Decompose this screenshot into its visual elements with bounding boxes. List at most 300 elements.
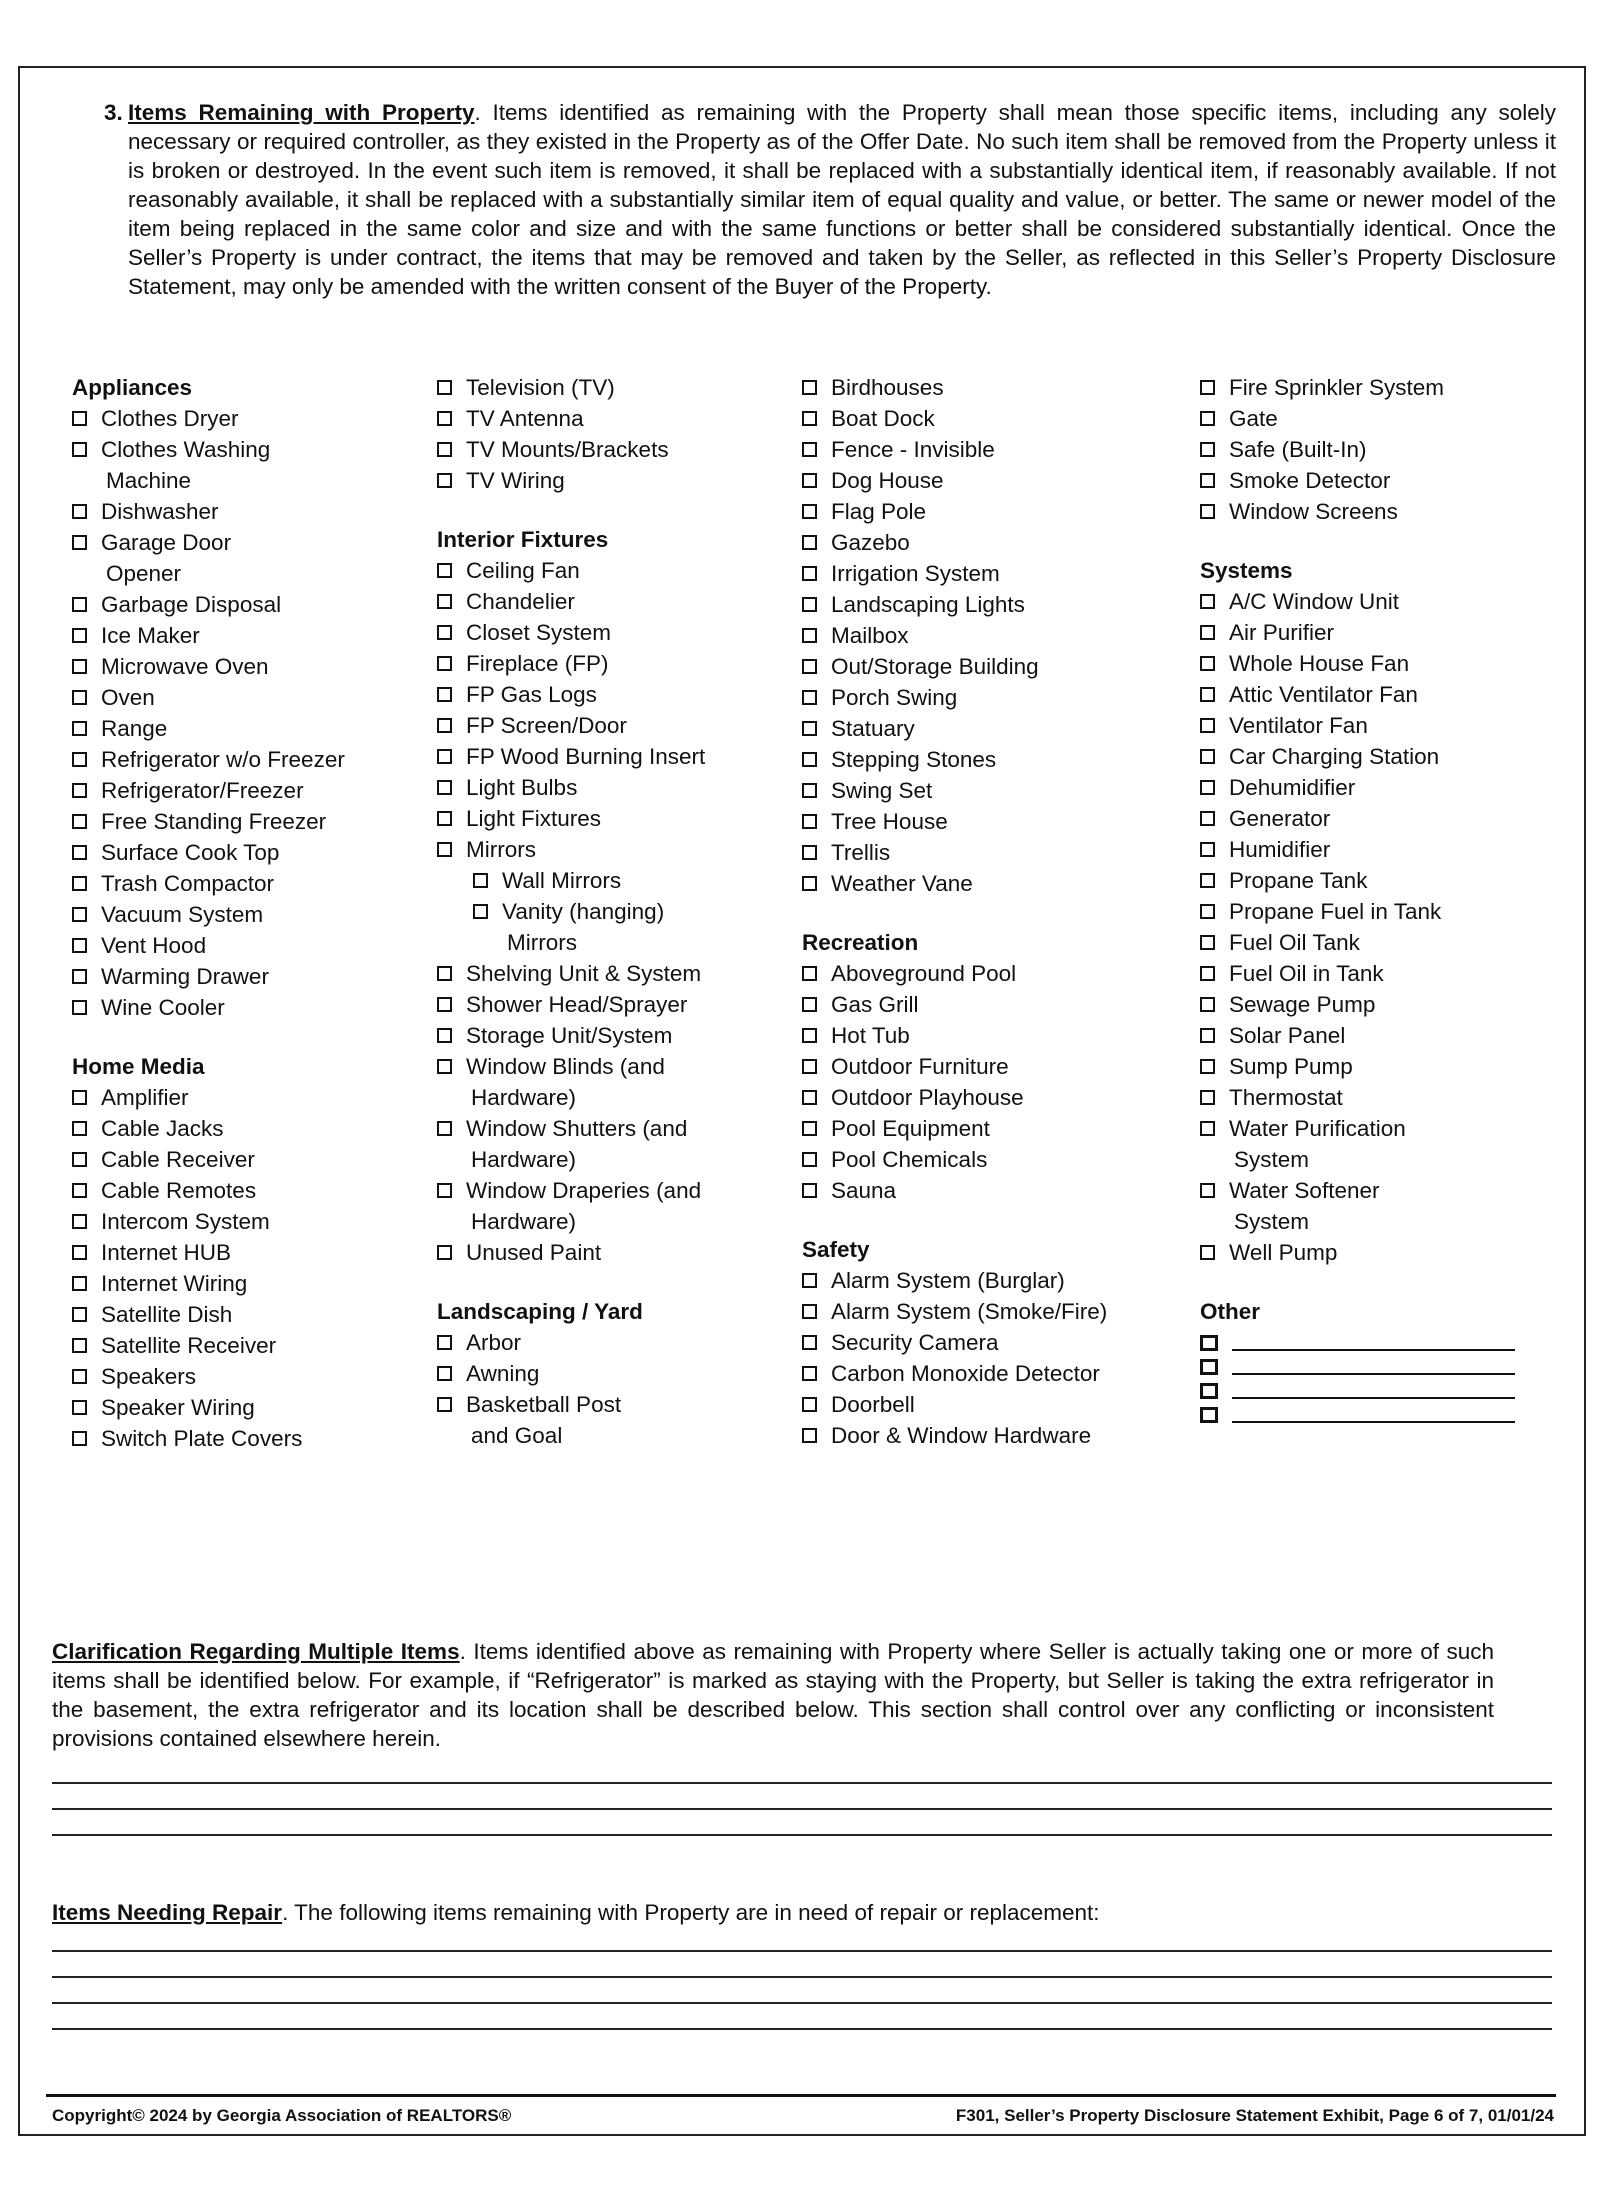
checklist-item-text — [466, 679, 597, 710]
checkbox[interactable] — [437, 1245, 452, 1260]
checklist-item-label: Pool Equipment — [831, 1116, 990, 1141]
other-item-blank-line[interactable] — [1232, 1399, 1515, 1423]
checklist-item-text — [831, 1113, 990, 1144]
checklist-item-text — [1229, 1113, 1406, 1175]
checkbox[interactable] — [802, 566, 817, 581]
checklist-item-text — [1229, 803, 1330, 834]
checklist-item — [802, 1144, 1162, 1175]
checklist-item-label: Boat Dock — [831, 406, 935, 431]
checklist-item-label: Satellite Dish — [101, 1302, 233, 1327]
checklist-item-text — [101, 1299, 232, 1330]
checklist-item-label: Alarm System (Burglar) — [831, 1268, 1065, 1293]
checkbox[interactable] — [437, 780, 452, 795]
checkbox[interactable] — [437, 718, 452, 733]
checklist-item-text — [1229, 710, 1368, 741]
checklist-item-label: Ceiling Fan — [466, 558, 580, 583]
checkbox[interactable] — [72, 1000, 87, 1015]
checkbox[interactable] — [72, 1090, 87, 1105]
checkbox[interactable] — [802, 535, 817, 550]
checkbox[interactable] — [72, 1214, 87, 1229]
checklist-item-label: Closet System — [466, 620, 612, 645]
checklist-item-label: Attic Ventilator Fan — [1229, 682, 1418, 707]
checkbox[interactable] — [1200, 1183, 1215, 1198]
checklist-item-text — [101, 1330, 276, 1361]
checklist-item — [72, 434, 412, 496]
checklist-item — [72, 1392, 412, 1423]
checkbox[interactable] — [72, 1307, 87, 1322]
checkbox[interactable] — [72, 721, 87, 736]
checkbox[interactable] — [437, 997, 452, 1012]
checkbox[interactable] — [1200, 380, 1215, 395]
checkbox[interactable] — [473, 904, 488, 919]
other-item-blank-line[interactable] — [1232, 1375, 1515, 1399]
checklist-item-label: Alarm System (Smoke/Fire) — [831, 1299, 1108, 1324]
checkbox[interactable] — [72, 411, 87, 426]
checkbox[interactable] — [1200, 749, 1215, 764]
checklist-item-text — [1229, 372, 1444, 403]
checklist-item — [437, 710, 777, 741]
checklist-item — [72, 1206, 412, 1237]
checkbox[interactable] — [437, 749, 452, 764]
checkbox[interactable] — [802, 1059, 817, 1074]
checkbox[interactable] — [72, 628, 87, 643]
checkbox[interactable] — [802, 1335, 817, 1350]
other-item-blank-line[interactable] — [1232, 1351, 1515, 1375]
checklist-item-label: Wine Cooler — [101, 995, 225, 1020]
section-3-items-remaining — [104, 98, 1556, 301]
checkbox[interactable] — [1200, 1359, 1218, 1375]
checklist-item-label: Garbage Disposal — [101, 592, 282, 617]
checklist-item-label-continued: Mirrors — [507, 930, 577, 955]
checkbox[interactable] — [437, 473, 452, 488]
checklist-item-label: Window Blinds (and — [466, 1054, 665, 1079]
checklist-item — [802, 682, 1162, 713]
checkbox[interactable] — [72, 442, 87, 457]
checkbox[interactable] — [802, 721, 817, 736]
checklist-item-text — [1229, 1237, 1337, 1268]
checkbox[interactable] — [802, 1090, 817, 1105]
checklist-item-label-continued: Hardware) — [471, 1085, 577, 1110]
checklist-item-label: Ventilator Fan — [1229, 713, 1368, 738]
checklist-item — [1200, 434, 1540, 465]
checklist-item — [802, 1175, 1162, 1206]
checklist-item-text — [1229, 496, 1398, 527]
checklist-item-label: Propane Tank — [1229, 868, 1368, 893]
checklist-item-text — [466, 989, 687, 1020]
checklist-item-label: Microwave Oven — [101, 654, 269, 679]
checklist-item-text — [466, 1358, 539, 1389]
checkbox[interactable] — [802, 442, 817, 457]
checklist-item-text — [466, 1175, 701, 1237]
checkbox[interactable] — [1200, 780, 1215, 795]
footer-copyright: Copyright© 2024 by Georgia Association of REALTORS® — [52, 2106, 512, 2125]
checklist-item-label: Fence - Invisible — [831, 437, 995, 462]
checklist-item — [72, 899, 412, 930]
checklist-item-label: Water Purification — [1229, 1116, 1406, 1141]
checkbox[interactable] — [72, 1152, 87, 1167]
column-2 — [437, 372, 777, 1451]
checkbox[interactable] — [802, 1428, 817, 1443]
checklist-item — [802, 775, 1162, 806]
checkbox[interactable] — [1200, 1090, 1215, 1105]
checkbox[interactable] — [437, 1366, 452, 1381]
repair-line-2[interactable] — [52, 1976, 1552, 1978]
checklist-item — [72, 620, 412, 651]
checklist-item — [437, 617, 777, 648]
checkbox[interactable] — [802, 1028, 817, 1043]
checklist-item — [802, 527, 1162, 558]
checkbox[interactable] — [1200, 656, 1215, 671]
checkbox[interactable] — [72, 814, 87, 829]
checkbox[interactable] — [802, 1152, 817, 1167]
checklist-item-text — [831, 744, 996, 775]
checkbox[interactable] — [802, 504, 817, 519]
checklist-item-label: Ice Maker — [101, 623, 200, 648]
checkbox[interactable] — [72, 1369, 87, 1384]
section-number: 3. — [104, 100, 123, 125]
checklist-item — [437, 1358, 777, 1389]
clarification-line-1[interactable] — [52, 1782, 1552, 1784]
checklist-item — [802, 651, 1162, 682]
checklist-item — [72, 1423, 412, 1454]
checklist-item-label: Garage Door — [101, 530, 232, 555]
checkbox[interactable] — [802, 752, 817, 767]
checklist-item-text — [831, 589, 1025, 620]
checkbox[interactable] — [72, 969, 87, 984]
checkbox[interactable] — [437, 1121, 452, 1136]
checklist-item — [437, 741, 777, 772]
checklist-item-label: Well Pump — [1229, 1240, 1338, 1265]
checkbox[interactable] — [72, 659, 87, 674]
checklist-item — [1200, 1237, 1540, 1268]
checkbox[interactable] — [802, 597, 817, 612]
checklist-item — [72, 527, 412, 589]
checklist-item-text — [831, 620, 909, 651]
checkbox[interactable] — [72, 535, 87, 550]
checkbox[interactable] — [802, 473, 817, 488]
checklist-item — [802, 496, 1162, 527]
checklist-item — [437, 555, 777, 586]
checkbox[interactable] — [72, 876, 87, 891]
checkbox[interactable] — [802, 1183, 817, 1198]
checklist-item-label-continued: Opener — [106, 561, 182, 586]
checkbox[interactable] — [1200, 1121, 1215, 1136]
checklist-item-label: Out/Storage Building — [831, 654, 1039, 679]
checklist-item-text — [466, 403, 584, 434]
checkbox[interactable] — [1200, 966, 1215, 981]
checklist-item-text — [831, 465, 944, 496]
checklist-item-text — [466, 372, 615, 403]
checklist-item-text — [831, 682, 957, 713]
checklist-item — [72, 1082, 412, 1113]
checklist-item — [437, 372, 777, 403]
checkbox[interactable] — [473, 873, 488, 888]
clarification-line-2[interactable] — [52, 1808, 1552, 1810]
checkbox[interactable] — [437, 966, 452, 981]
checkbox[interactable] — [72, 690, 87, 705]
checklist-item-label: Dog House — [831, 468, 944, 493]
checkbox[interactable] — [802, 814, 817, 829]
checklist-item — [1200, 372, 1540, 403]
checklist-item-text — [1229, 865, 1367, 896]
checklist-item-label: Air Purifier — [1229, 620, 1335, 645]
checkbox[interactable] — [1200, 904, 1215, 919]
checkbox[interactable] — [1200, 625, 1215, 640]
clarification-line-3[interactable] — [52, 1834, 1552, 1836]
checklist-item-text — [502, 865, 621, 896]
checklist-item-label: Sewage Pump — [1229, 992, 1376, 1017]
checklist-item-text — [1229, 679, 1418, 710]
checklist-item — [802, 713, 1162, 744]
checklist-item-text — [1229, 927, 1360, 958]
checkbox[interactable] — [437, 625, 452, 640]
checklist-item-label: Mirrors — [466, 837, 536, 862]
checklist-item-label: Basketball Post — [466, 1392, 622, 1417]
checklist-item-text — [466, 710, 627, 741]
checklist-item-label: Satellite Receiver — [101, 1333, 277, 1358]
checklist-item-label: Outdoor Playhouse — [831, 1085, 1024, 1110]
checkbox[interactable] — [1200, 873, 1215, 888]
checkbox[interactable] — [802, 411, 817, 426]
group-header: Interior Fixtures — [437, 527, 609, 552]
checklist-item-text — [831, 651, 1039, 682]
checklist-item — [1200, 1175, 1540, 1237]
checkbox[interactable] — [1200, 411, 1215, 426]
checklist-item-text — [101, 1361, 196, 1392]
checkbox[interactable] — [1200, 997, 1215, 1012]
column-4 — [1200, 372, 1540, 1423]
checkbox[interactable] — [1200, 935, 1215, 950]
checkbox[interactable] — [1200, 1028, 1215, 1043]
checklist-item — [1200, 1020, 1540, 1051]
checkbox[interactable] — [72, 597, 87, 612]
checkbox[interactable] — [802, 1366, 817, 1381]
checkbox[interactable] — [72, 1431, 87, 1446]
checkbox[interactable] — [72, 1338, 87, 1353]
repair-line-4[interactable] — [52, 2028, 1552, 2030]
checklist-item-label: Trash Compactor — [101, 871, 274, 896]
checklist-item-text — [466, 1020, 672, 1051]
checklist-item-label: Thermostat — [1229, 1085, 1343, 1110]
checklist-item-label: Propane Fuel in Tank — [1229, 899, 1442, 924]
checkbox[interactable] — [437, 1397, 452, 1412]
checklist-item — [437, 1020, 777, 1051]
checklist-item — [473, 865, 777, 896]
checkbox[interactable] — [72, 1245, 87, 1260]
checkbox[interactable] — [1200, 842, 1215, 857]
checklist-item-text — [831, 527, 910, 558]
checklist-item — [437, 586, 777, 617]
checkbox[interactable] — [1200, 594, 1215, 609]
checklist-item — [72, 868, 412, 899]
checklist-item — [1200, 772, 1540, 803]
checklist-item-label: Tree House — [831, 809, 948, 834]
checkbox[interactable] — [72, 845, 87, 860]
checkbox[interactable] — [802, 997, 817, 1012]
checkbox[interactable] — [802, 1397, 817, 1412]
checklist-item-label: Dishwasher — [101, 499, 219, 524]
checklist-item — [802, 1265, 1162, 1296]
checklist-item — [437, 1327, 777, 1358]
checklist-item-text — [101, 1423, 302, 1454]
checkbox[interactable] — [1200, 504, 1215, 519]
clarification-title: Clarification Regarding Multiple Items — [52, 1639, 460, 1664]
checklist-item-label: Shower Head/Sprayer — [466, 992, 688, 1017]
checkbox[interactable] — [437, 380, 452, 395]
checkbox[interactable] — [1200, 811, 1215, 826]
checklist-item-text — [466, 555, 580, 586]
checkbox[interactable] — [437, 594, 452, 609]
checklist-item-text — [1229, 772, 1355, 803]
checklist-item-label: Generator — [1229, 806, 1331, 831]
checklist-item — [802, 837, 1162, 868]
checkbox[interactable] — [802, 1273, 817, 1288]
checkbox[interactable] — [437, 811, 452, 826]
checkbox[interactable] — [1200, 473, 1215, 488]
checklist-item-text — [1229, 403, 1278, 434]
checkbox[interactable] — [1200, 442, 1215, 457]
checklist-item — [437, 648, 777, 679]
checklist-item — [72, 682, 412, 713]
checklist-item-label: Stepping Stones — [831, 747, 997, 772]
checkbox[interactable] — [437, 1028, 452, 1043]
checklist-item-label: Gate — [1229, 406, 1278, 431]
checkbox[interactable] — [802, 380, 817, 395]
checkbox[interactable] — [802, 783, 817, 798]
repair-line-3[interactable] — [52, 2002, 1552, 2004]
checklist-item-text — [101, 1144, 255, 1175]
checkbox[interactable] — [437, 687, 452, 702]
checklist-item-text — [466, 1237, 601, 1268]
checklist-item-text — [466, 741, 705, 772]
checklist-item-text — [1229, 896, 1441, 927]
checklist-item-label: Light Bulbs — [466, 775, 578, 800]
checkbox[interactable] — [72, 1183, 87, 1198]
checklist-item-text — [831, 1051, 1009, 1082]
checklist-item-label: Refrigerator/Freezer — [101, 778, 304, 803]
other-item-blank-line[interactable] — [1232, 1327, 1515, 1351]
checkbox[interactable] — [437, 1059, 452, 1074]
checklist-item — [802, 958, 1162, 989]
checklist-item-label: Smoke Detector — [1229, 468, 1391, 493]
checkbox[interactable] — [802, 628, 817, 643]
checkbox[interactable] — [802, 1121, 817, 1136]
checkbox[interactable] — [437, 1183, 452, 1198]
group-header: Home Media — [72, 1054, 205, 1079]
checklist-item-label: Vent Hood — [101, 933, 207, 958]
checkbox[interactable] — [437, 563, 452, 578]
checklist-item-label: Arbor — [466, 1330, 522, 1355]
checkbox[interactable] — [1200, 1059, 1215, 1074]
checkbox[interactable] — [72, 1121, 87, 1136]
checklist-item-label: Vacuum System — [101, 902, 264, 927]
checklist-item-text — [466, 1113, 687, 1175]
repair-line-1[interactable] — [52, 1950, 1552, 1952]
checklist-item-text — [466, 772, 577, 803]
checklist-item-label: Carbon Monoxide Detector — [831, 1361, 1100, 1386]
checklist-item-text — [466, 617, 611, 648]
section-3-body — [128, 98, 1556, 301]
checklist-item-label: Gas Grill — [831, 992, 919, 1017]
checkbox[interactable] — [1200, 1383, 1218, 1399]
checklist-item-text — [831, 1020, 910, 1051]
checkbox[interactable] — [437, 1335, 452, 1350]
checklist-item-text — [831, 558, 1000, 589]
checklist-item-label: Window Screens — [1229, 499, 1398, 524]
checkbox[interactable] — [1200, 1335, 1218, 1351]
checklist-item-text — [466, 465, 565, 496]
checklist-item — [437, 465, 777, 496]
checklist-item — [1200, 1051, 1540, 1082]
checkbox[interactable] — [802, 690, 817, 705]
checklist-item — [72, 775, 412, 806]
checklist-item-text — [101, 899, 263, 930]
checklist-item — [802, 434, 1162, 465]
checklist-item-text — [101, 1175, 256, 1206]
checkbox[interactable] — [72, 504, 87, 519]
checklist-item-label: Safe (Built-In) — [1229, 437, 1367, 462]
checkbox[interactable] — [437, 842, 452, 857]
checklist-item — [802, 372, 1162, 403]
checklist-item-text — [831, 775, 932, 806]
checklist-item-text — [831, 837, 890, 868]
group-spacer — [1200, 527, 1540, 555]
checklist-item — [802, 465, 1162, 496]
checkbox[interactable] — [72, 1400, 87, 1415]
checklist-item — [72, 1361, 412, 1392]
checklist-item-text — [466, 1051, 665, 1113]
checkbox[interactable] — [72, 907, 87, 922]
checklist-item-label: Fire Sprinkler System — [1229, 375, 1445, 400]
checklist-item — [1200, 403, 1540, 434]
checklist-item — [1200, 927, 1540, 958]
checklist-item-text — [831, 403, 935, 434]
checkbox[interactable] — [72, 938, 87, 953]
checkbox[interactable] — [802, 876, 817, 891]
checklist-item-text — [1229, 958, 1384, 989]
checklist-item-label: Sauna — [831, 1178, 897, 1203]
checklist-item-text — [101, 496, 219, 527]
checklist-item-text — [831, 958, 1016, 989]
checklist-item — [1200, 465, 1540, 496]
checklist-item-text — [101, 620, 200, 651]
checkbox[interactable] — [72, 783, 87, 798]
checkbox[interactable] — [802, 1304, 817, 1319]
checklist-item — [72, 1268, 412, 1299]
checkbox[interactable] — [802, 659, 817, 674]
checklist-item — [72, 1144, 412, 1175]
checkbox[interactable] — [437, 411, 452, 426]
checklist-item-text — [1229, 834, 1330, 865]
checklist-item-text — [101, 837, 279, 868]
checklist-item — [802, 1358, 1162, 1389]
checkbox[interactable] — [437, 442, 452, 457]
checkbox[interactable] — [802, 966, 817, 981]
checkbox[interactable] — [437, 656, 452, 671]
checklist-item-label: Intercom System — [101, 1209, 270, 1234]
checkbox[interactable] — [72, 1276, 87, 1291]
checkbox[interactable] — [72, 752, 87, 767]
checkbox[interactable] — [1200, 718, 1215, 733]
checkbox[interactable] — [1200, 1245, 1215, 1260]
checklist-item — [802, 1327, 1162, 1358]
checklist-item-label: Chandelier — [466, 589, 575, 614]
checkbox[interactable] — [1200, 1407, 1218, 1423]
checklist-item-text — [101, 775, 304, 806]
checkbox[interactable] — [1200, 687, 1215, 702]
checklist-item-label: Gazebo — [831, 530, 910, 555]
checkbox[interactable] — [802, 845, 817, 860]
